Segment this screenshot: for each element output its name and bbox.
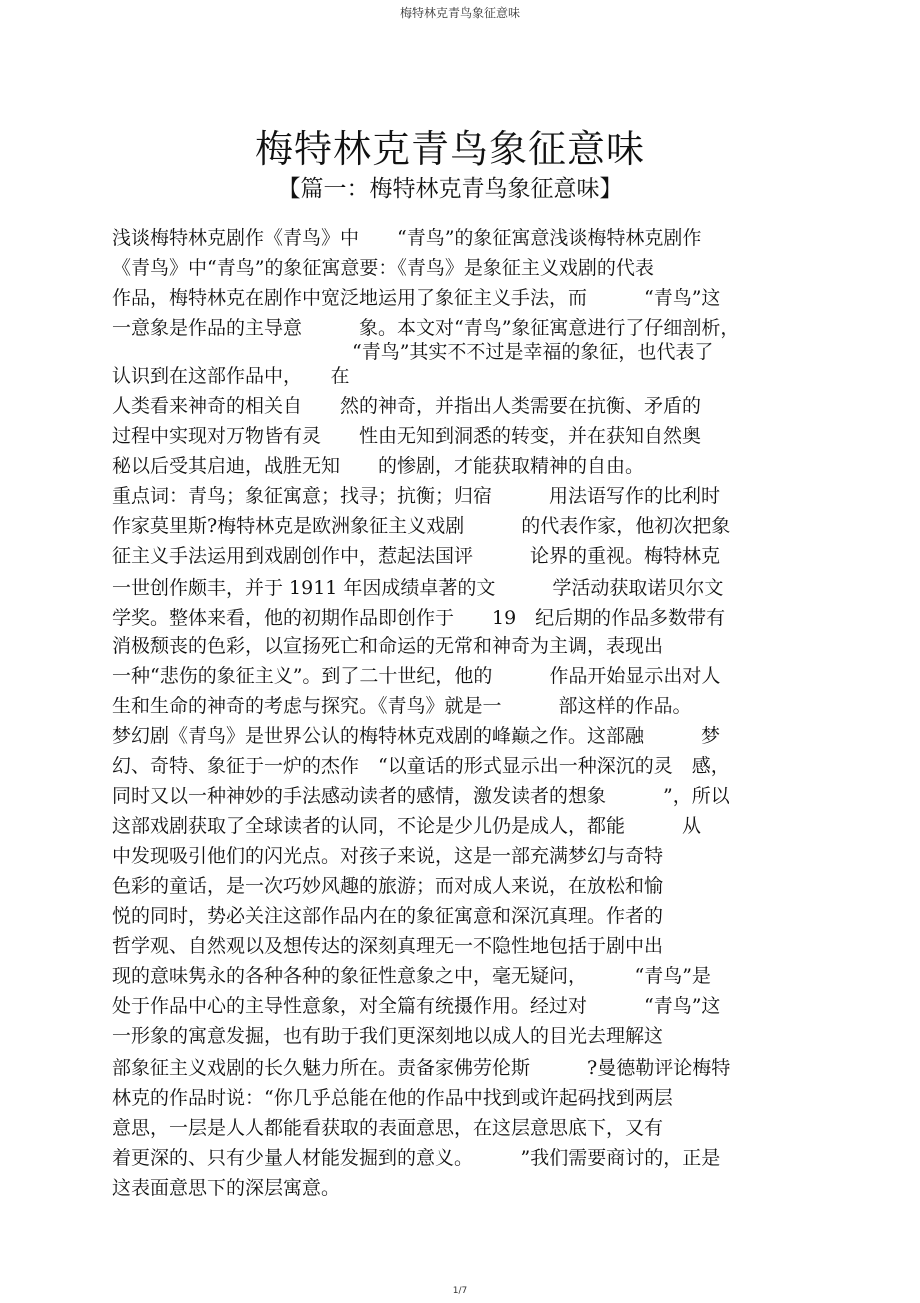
text-line: 部象征主义戏剧的长久魅力所在。责备家佛劳伦斯 ?曼德勒评论梅特	[112, 1057, 731, 1079]
text-line: 幻、奇特、象征于一炉的杰作 “以童话的形式显示出一种深沉的灵 感，	[112, 755, 730, 777]
text-line: 一种“悲伤的象征主义”。到了二十世纪，他的 作品开始显示出对人	[112, 665, 721, 687]
text-line: 过程中实现对万物皆有灵 性由无知到洞悉的转变，并在获知自然奥	[112, 425, 702, 447]
text-line: 征主义手法运用到戏剧创作中，惹起法国评 论界的重视。梅特林克	[112, 545, 721, 567]
text-line: 林克的作品时说：“你几乎总能在他的作品中找到或许起码找到两层	[112, 1087, 673, 1109]
text-line: 同时又以一种神妙的手法感动读者的感情，激发读者的想象 ”，所以	[112, 785, 730, 807]
text-line: 作家莫里斯?梅特林克是欧洲象征主义戏剧 的代表作家，他初次把象	[112, 515, 731, 537]
text-line: 这表面意思下的深层寓意。	[112, 1177, 341, 1199]
text-line: 处于作品中心的主导性意象，对全篇有统摄作用。经过对 “青鸟”这	[112, 995, 721, 1017]
running-header: 梅特林克青鸟象征意味	[399, 6, 520, 20]
text-line: 哲学观、自然观以及想传达的深刻真理无一不隐性地包括于剧中出	[112, 935, 664, 957]
page-number: 1/7	[452, 1286, 468, 1296]
text-line: 意思，一层是人人都能看获取的表面意思，在这层意思底下，又有	[112, 1117, 664, 1139]
document-subtitle: 【篇一：梅特林克青鸟象征意味】	[277, 176, 623, 202]
document-title: 梅特林克青鸟象征意味	[254, 127, 645, 171]
text-line: 着更深的、只有少量人材能发掘到的意义。 ”我们需要商讨的，正是	[112, 1147, 721, 1169]
text-line: 悦的同时，势必关注这部作品内在的象征寓意和深沉真理。作者的	[112, 905, 664, 927]
text-line: 作品，梅特林克在剧作中宽泛地运用了象征主义手法，而 “青鸟”这	[112, 287, 721, 309]
text-line: 《青鸟》中“青鸟”的象征寓意要：《青鸟》是象征主义戏剧的代表	[112, 257, 654, 279]
text-line: 一形象的寓意发掘，也有助于我们更深刻地以成人的目光去理解这	[112, 1025, 664, 1047]
text-line: 秘以后受其启迪，战胜无知 的惨剧，才能获取精神的自由。	[112, 455, 645, 477]
text-line: 浅谈梅特林克剧作《青鸟》中 “青鸟”的象征寓意浅谈梅特林克剧作	[112, 227, 702, 249]
text-line: 现的意味隽永的各种各种的象征性意象之中，毫无疑问， “青鸟”是	[112, 965, 711, 987]
text-line: 学奖。整体来看，他的初期作品即创作于 19 纪后期的作品多数带有	[112, 607, 726, 629]
text-line: 消极颓丧的色彩，以宣扬死亡和命运的无常和神奇为主调，表现出	[112, 635, 664, 657]
text-line: 色彩的童话，是一次巧妙风趣的旅游；而对成人来说，在放松和愉	[112, 875, 664, 897]
text-line: “青鸟”其实不不过是幸福的象征，也代表了	[352, 341, 714, 363]
text-line: 梦幻剧《青鸟》是世界公认的梅特林克戏剧的峰巅之作。这部融 梦	[112, 725, 721, 747]
text-line: 这部戏剧获取了全球读者的认同，不论是少儿仍是成人，都能 从	[112, 815, 702, 837]
text-line: 一意象是作品的主导意 象。本文对“青鸟”象征寓意进行了仔细剖析，	[112, 317, 740, 339]
text-line: 重点词：青鸟；象征寓意；找寻；抗衡；归宿 用法语写作的比利时	[112, 485, 721, 507]
text-line: 一世创作颇丰，并于 1911 年因成绩卓著的文 学活动获取诺贝尔文	[112, 577, 724, 599]
text-line: 人类看来神奇的相关自 然的神奇，并指出人类需要在抗衡、矛盾的	[112, 395, 702, 417]
text-line: 生和生命的神奇的考虑与探究。《青鸟》就是一 部这样的作品。	[112, 695, 692, 717]
text-line: 中发现吸引他们的闪光点。对孩子来说，这是一部充满梦幻与奇特	[112, 845, 664, 867]
text-line: 认识到在这部作品中， 在	[112, 365, 350, 387]
